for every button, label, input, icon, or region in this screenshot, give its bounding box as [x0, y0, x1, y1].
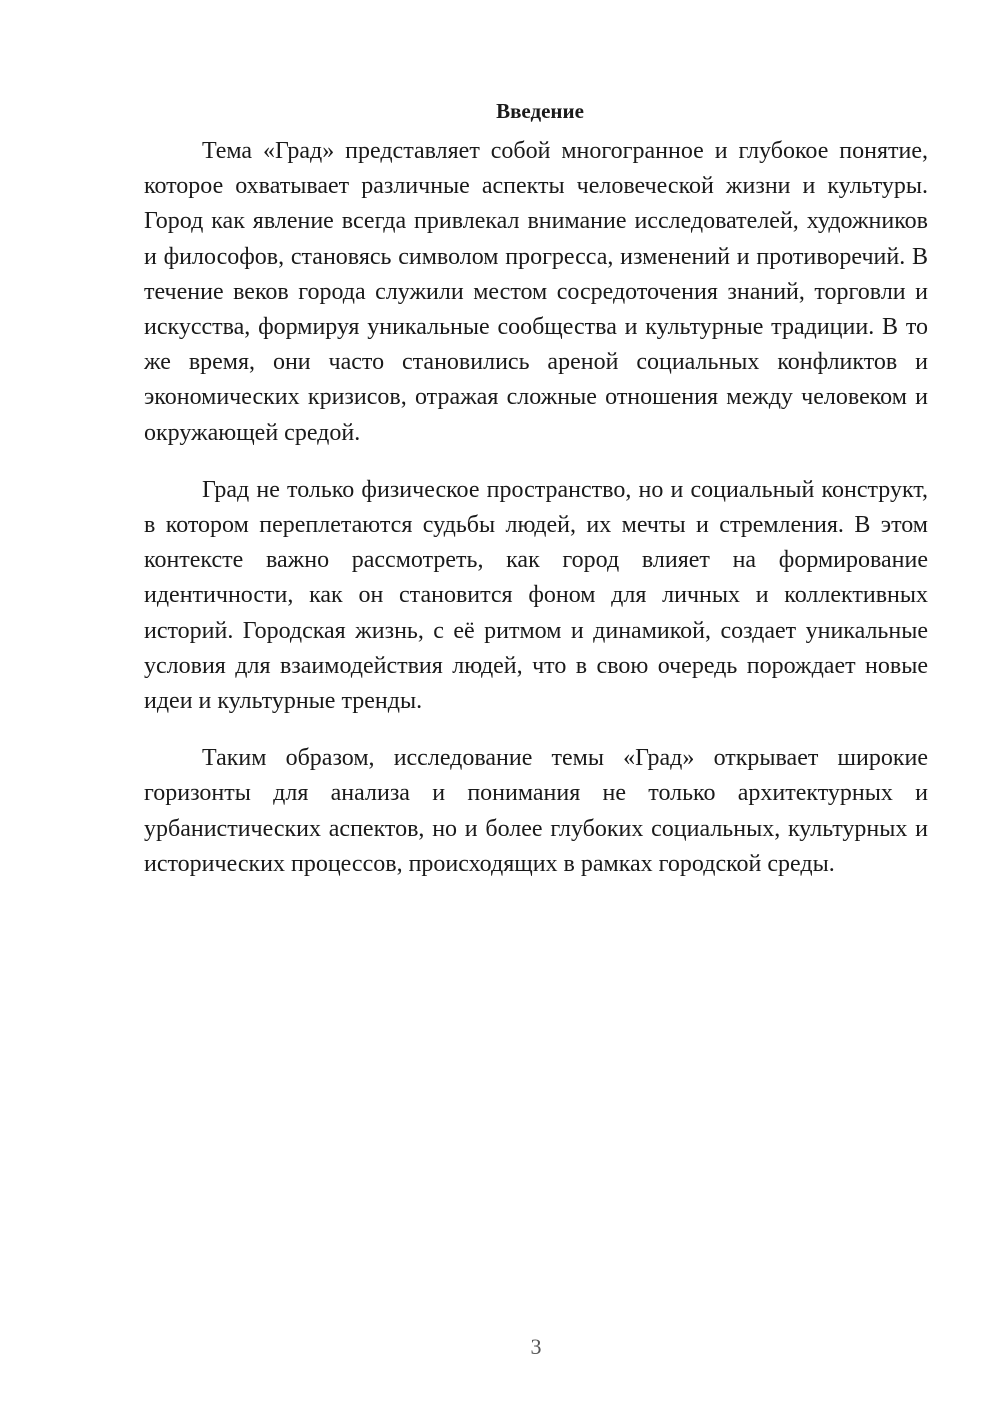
section-heading: Введение	[496, 99, 584, 123]
paragraph-1: Тема «Град» представляет собой многогранное и глубокое понятие, которое охватывает различные аспекты человеческой жизни и культуры. Город как явление всегда привлекал внимание исследователей, художников и философов, становясь символом прогресса, изменений и противоречий. В течение веков города служили местом сосредоточения знаний, торговли и искусства, формируя уникальные сообщества и культурные традиции. В то же время, они часто становились ареной социальных конфликтов и экономических кризисов, отражая сложные отношения между человеком и окружающей средой.	[144, 138, 928, 446]
paragraph-3: Таким образом, исследование темы «Град» открывает широкие горизонты для анализа и понимания не только архитектурных и урбанистических аспектов, но и более глубоких социальных, культурных и исторических процессов, происходящих в рамках городской среды.	[144, 745, 928, 877]
page-number: 3	[530, 1334, 542, 1359]
page-content	[144, 96, 928, 882]
paragraph-2: Град не только физическое пространство, но и социальный конструкт, в котором переплетаются судьбы людей, их мечты и стремления. В этом контексте важно рассмотреть, как город влияет на формирование идентичности, как он становится фоном для личных и коллективных историй. Городская жизнь, с её ритмом и динамикой, создает уникальные условия для взаимодействия людей, что в свою очередь порождает новые идеи и культурные тренды.	[144, 476, 928, 715]
